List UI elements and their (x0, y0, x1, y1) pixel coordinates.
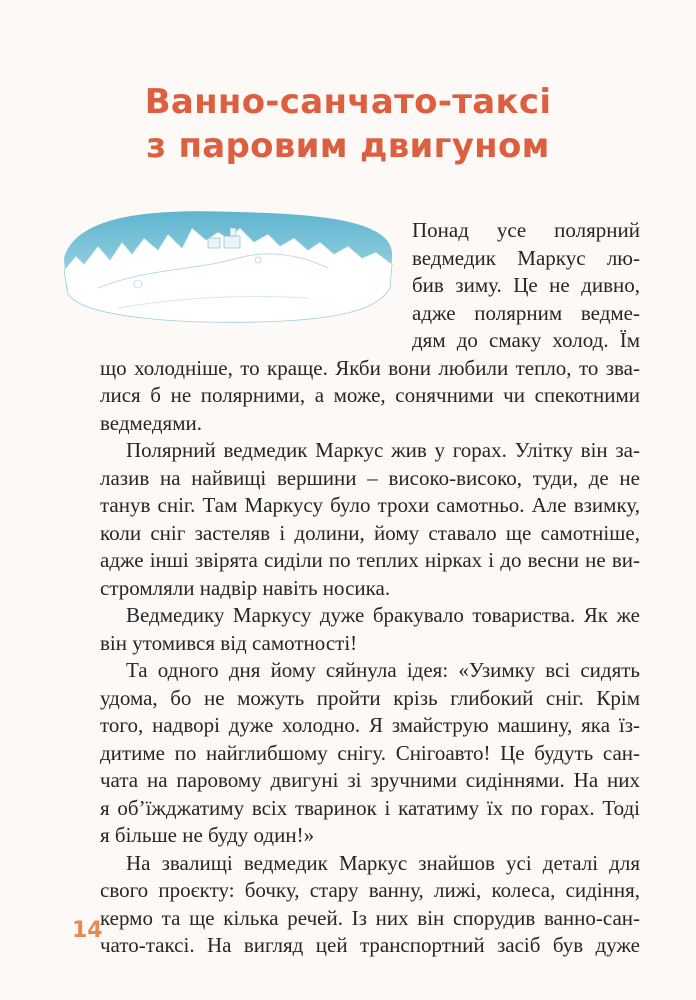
text-line: адже полярним ведме- (412, 301, 640, 325)
snowy-mountains-illustration (58, 198, 398, 328)
text-line: я об’їжджатиму всіх тваринок і кататиму їх по горах. Тоді (100, 796, 640, 820)
text-line: стромляли надвір навіть носика. (100, 576, 391, 600)
page-number: 14 (72, 918, 103, 943)
text-line: адже інші звірята сиділи по теплих нірках і до весни не ви- (100, 548, 640, 572)
text-line: що холодніше, то краще. Якби вони любили тепло, то зва- (100, 356, 640, 380)
text-line: лазив на найвищі вершини – високо-високо, туди, де не (100, 466, 640, 490)
text-line: Полярний ведмедик Маркус жив у горах. Улітку він за- (126, 438, 640, 462)
text-line: ведмедями. (100, 411, 202, 435)
text-line: удома, бо не можуть пройти крізь глибокий сніг. Крім (100, 686, 640, 710)
text-line: дитиме по найглибшому снігу. Снігоавто! Це будуть сан- (100, 741, 640, 765)
text-line: свого проєкту: бочку, стару ванну, лижі, колеса, сидіння, (100, 878, 640, 902)
text-line: лися б не полярними, а може, сонячними чи спекотними (100, 383, 640, 407)
text-line: танув сніг. Там Маркусу було трохи самотньо. Але взимку, (100, 493, 640, 517)
text-line: він утомився від самотності! (100, 631, 358, 655)
title-line-1: Ванно-санчато-таксі (144, 82, 552, 122)
text-line: Понад усе полярний (412, 218, 640, 242)
page-title (0, 80, 696, 168)
text-line: Ведмедику Маркусу дуже бракувало товариства. Як же (126, 603, 640, 627)
text-line: чата на паровому двигуні зі зручними сидіннями. На них (100, 768, 640, 792)
text-line: чато-таксі. На вигляд цей транспортний засіб був дуже (100, 933, 640, 957)
text-line: того, надворі дуже холодно. Я змайструю машину, яка їз- (100, 713, 640, 737)
text-line: ведмедик Маркус лю- (412, 246, 640, 270)
text-line: На звалищі ведмедик Маркус знайшов усі деталі для (126, 851, 640, 875)
text-line: я більше не буду один!» (100, 823, 315, 847)
text-line: дям до смаку холод. Їм (412, 328, 640, 352)
text-line: коли сніг застеляв і долини, йому ставало ще самотніше, (100, 521, 640, 545)
text-line: кермо та ще кілька речей. Із них він спорудив ванно-сан- (100, 906, 640, 930)
title-line-2: з паровим двигуном (146, 126, 550, 166)
text-line: Та одного дня йому сяйнула ідея: «Узимку всі сидять (126, 658, 640, 682)
text-line: бив зиму. Це не дивно, (412, 273, 640, 297)
